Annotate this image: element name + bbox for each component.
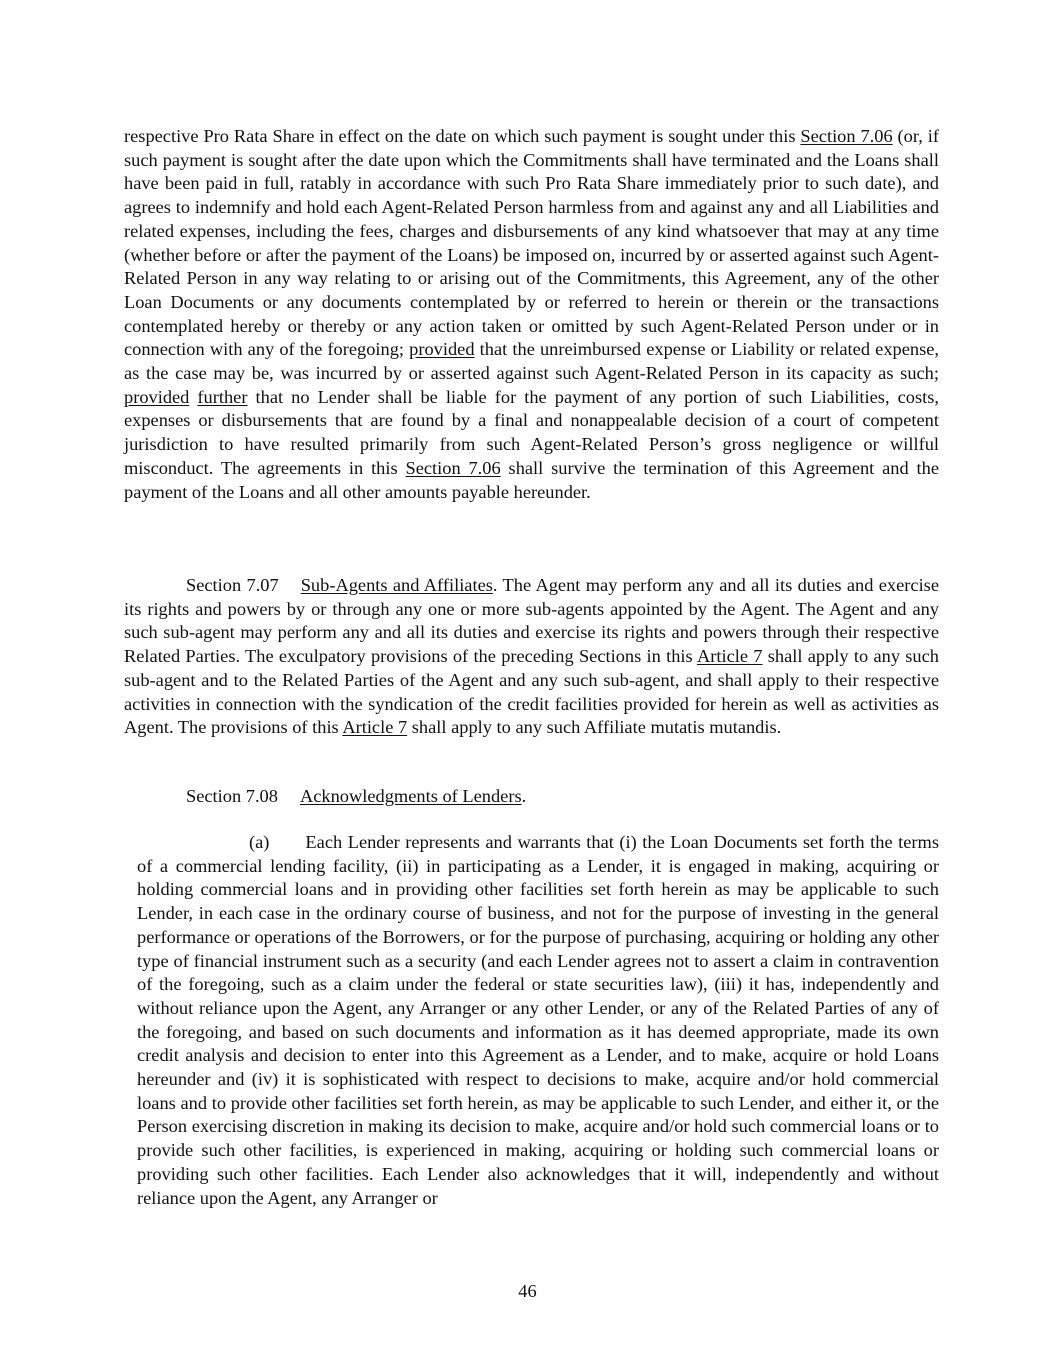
cross-reference-section-7-06: Section 7.06 — [800, 126, 893, 146]
cross-reference-section-7-06: Section 7.06 — [405, 457, 501, 478]
paragraph-text: Each Lender represents and warrants that (i) the Loan Documents set forth the terms of a commercial lending facility, (ii) in participating as a Lender, it is engaged in making, acquiring or holding commercial loans and in providing other facilities set forth herein as may be applicable to such Lender, in each case in the ordinary course of business, and not for the purpose of investing in the general performance or operations of the Borrowers, or for the purpose of purchasing, acquiring or holding any other type of financial instrument such as a security (and each Lender agrees not to assert a claim in contravention of the foregoing, such as a claim under the federal or state securities law), (iii) it has, independently and without reliance upon the Agent, any Arranger or any other Lender, or any of the Related Parties of any of the foregoing, and based on such documents and information as it has deemed appropriate, made its own credit analysis and decision to enter into this Agreement as a Lender, and to make, acquire or hold Loans hereunder and (iv) it is sophisticated with respect to decisions to make, acquire and/or hold commercial loans and to provide other facilities set forth herein, as may be applicable to such Lender, and either it, or the Person exercising discretion in making its decision to make, acquire and/or hold such commercial loans or to provide such other facilities, is experienced in making, acquiring or holding such commercial loans or providing such other facilities. Each Lender also acknowledges that it will, independently and without reliance upon the Agent, any Arranger or — [137, 832, 939, 1208]
paragraph-text: (or, if such payment is sought after the date upon which the Commitments shall have terminated and the Loans shall have been paid in full, ratably in accordance with such Pro Rata Share immediately prior to such date), and agrees to indemnify and hold each Agent-Related Person harmless from and against any and all Liabilities and related expenses, including the fees, charges and disbursements of any kind whatsoever that may at any time (whether before or after the payment of the Loans) be imposed on, incurred by or asserted against such Agent-Related Person in any way relating to or arising out of the Commitments, this Agreement, any of the other Loan Documents or any documents contemplated by or referred to herein or therein or the transactions contemplated hereby or thereby or any action taken or omitted by such Agent-Related Person under or in connection with any of the foregoing; — [124, 126, 939, 360]
provided-term: provided — [409, 339, 475, 360]
paragraph-text: respective Pro Rata Share in effect on the date on which such payment is sought under this — [124, 126, 801, 146]
heading-period: . — [521, 786, 527, 806]
further-term: further — [197, 386, 248, 407]
paragraph-text: that the unreimbursed expense or Liability or related expense, as the case may be, was incurred by or asserted against such Agent-Related Person in its capacity as such; — [124, 339, 939, 384]
section-7-07-paragraph — [124, 574, 939, 740]
section-heading: Acknowledgments of Lenders — [299, 786, 522, 806]
paragraph-text: that no Lender shall be liable for the payment of any portion of such Liabilities, costs, expenses or disbursements that are found by a final and nonappealable decision of a court of competent jurisdiction to have resulted primarily from such Agent-Related Person’s gross negligence or willful misconduct. The agreements in this — [124, 386, 939, 478]
provided-term: provided — [124, 386, 190, 407]
page-number: 46 — [518, 1281, 537, 1301]
paragraph-text: shall survive the termination of this Agreement and the payment of the Loans and all other amounts payable hereunder. — [124, 457, 940, 502]
clause-label: (a) — [249, 832, 270, 852]
paragraph-text: shall apply to any such sub-agent and to the Related Parties of the Agent and any such sub-agent, and shall apply to their respective activities in connection with the syndication of the credit facilities provided for herein as well as activities as Agent. The provisions of this — [124, 646, 939, 738]
cross-reference-article-7: Article 7 — [696, 646, 763, 667]
indemnification-paragraph — [124, 125, 939, 504]
cross-reference-article-7: Article 7 — [342, 717, 408, 738]
section-7-08-heading — [124, 785, 939, 809]
paragraph-text: . The Agent may perform any and all its duties and exercise its rights and powers by or through any one or more sub-agents appointed by the Agent. The Agent and any such sub-agent may perform any and all its duties and exercise its rights and powers through their respective Related Parties. The exculpatory provisions of the preceding Sections in this — [124, 575, 939, 667]
clause-a-paragraph — [137, 831, 939, 1210]
paragraph-text: shall apply to any such Affiliate mutatis mutandis. — [407, 717, 782, 738]
section-number: Section 7.08 — [186, 786, 278, 806]
section-heading: Sub-Agents and Affiliates — [300, 575, 493, 595]
section-number: Section 7.07 — [186, 575, 279, 595]
